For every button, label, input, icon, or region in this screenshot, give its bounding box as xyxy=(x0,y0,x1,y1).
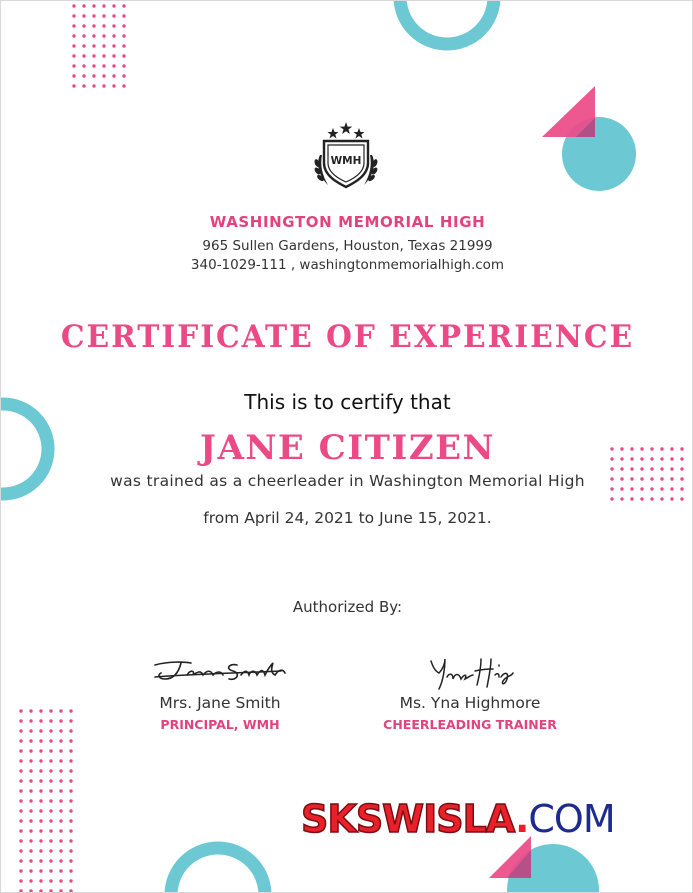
certify-line: This is to certify that xyxy=(244,390,451,414)
triangle-circle-top-right xyxy=(539,81,639,193)
signatory-1-role: PRINCIPAL, WMH xyxy=(160,717,280,732)
dates-line: from April 24, 2021 to June 15, 2021. xyxy=(203,509,492,527)
certificate-title: CERTIFICATE OF EXPERIENCE xyxy=(60,319,635,355)
school-address: 965 Sullen Gardens, Houston, Texas 21999 xyxy=(202,238,493,254)
signatory-1 xyxy=(110,694,330,732)
ring-bottom xyxy=(159,837,277,893)
recipient-name: JANE CITIZEN xyxy=(199,428,496,468)
dot-grid-top-left xyxy=(67,1,131,97)
signatory-2 xyxy=(360,694,580,732)
signatory-1-name: Mrs. Jane Smith xyxy=(159,694,281,712)
signature-jane-smith xyxy=(151,657,289,687)
watermark xyxy=(301,797,615,841)
signatory-2-role: CHEERLEADING TRAINER xyxy=(383,717,557,732)
ring-top xyxy=(389,1,505,57)
crest-monogram: WMH xyxy=(330,155,362,167)
school-crest-logo xyxy=(310,119,382,195)
watermark-main: SKSWISLA xyxy=(301,797,515,841)
authorized-label: Authorized By: xyxy=(292,598,403,616)
school-contact: 340-1029-111 , washingtonmemorialhigh.com xyxy=(190,257,505,273)
watermark-dot: . xyxy=(514,797,529,841)
signature-yna-highmore xyxy=(425,655,517,695)
signatory-2-name: Ms. Yna Highmore xyxy=(399,694,541,712)
trained-line: was trained as a cheerleader in Washington Memorial High xyxy=(110,472,585,490)
school-name: WASHINGTON MEMORIAL HIGH xyxy=(209,213,486,231)
triangle-circle-bottom-right xyxy=(485,833,605,893)
dot-grid-bottom-left xyxy=(13,705,77,893)
watermark-tld: COM xyxy=(528,797,615,841)
